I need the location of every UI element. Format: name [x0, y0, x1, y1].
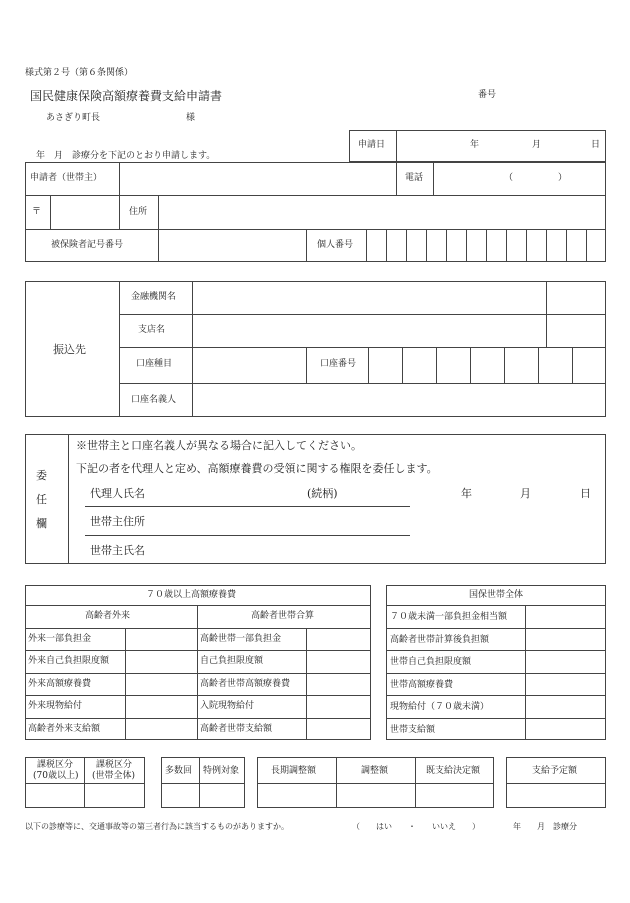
agent-name-label: 代理人氏名 [90, 487, 145, 500]
personal-number-digit[interactable] [567, 230, 585, 261]
personal-number-digit[interactable] [387, 230, 405, 261]
account-type-field[interactable] [193, 348, 305, 382]
over70-col1-label: 外来現物給付 [28, 701, 83, 712]
delegation-year[interactable]: 年 [461, 487, 472, 500]
householder-name-label: 世帯主氏名 [90, 544, 145, 557]
bank-section-label: 振込先 [53, 343, 86, 356]
delegation-day[interactable]: 日 [580, 487, 591, 500]
postal-mark: 〒 [32, 207, 42, 217]
householder-address-label: 世帯主住所 [90, 515, 145, 528]
phone-label: 電話 [405, 173, 424, 183]
delegation-month[interactable]: 月 [520, 487, 531, 500]
treatment-period: 年 月 診療分 [513, 822, 577, 831]
over70-col2-value[interactable] [307, 629, 370, 649]
over70-col2-header: 高齢者世帯合算 [251, 611, 315, 621]
third-party-question: 以下の診療等に、交通事故等の第三者行為に該当するものがありますか。 [25, 822, 289, 831]
long-term-adjust-field[interactable] [258, 784, 335, 807]
household-title: 国保世帯全体 [469, 590, 524, 600]
account-number-digit[interactable] [505, 348, 537, 382]
householder-address-line[interactable] [85, 535, 410, 536]
household-row-value[interactable] [526, 674, 605, 695]
institution-field[interactable] [193, 282, 545, 313]
account-number-digit[interactable] [539, 348, 571, 382]
account-number-digit[interactable] [437, 348, 469, 382]
third-party-choice[interactable]: （ はい ・ いいえ ） [352, 822, 480, 831]
over70-col2-value[interactable] [307, 651, 370, 671]
tax-over70-field[interactable] [26, 784, 83, 807]
household-row-label: 現物給付（７０歳未満） [390, 702, 490, 712]
special-case-field[interactable] [200, 784, 244, 807]
personal-number-digit[interactable] [507, 230, 525, 261]
personal-number-digit[interactable] [587, 230, 605, 261]
address-label: 住所 [129, 207, 148, 217]
adjustment-label: 調整額 [361, 766, 389, 776]
household-row-value[interactable] [526, 606, 605, 627]
branch-field[interactable] [193, 315, 545, 346]
long-term-adjust-label: 長期調整額 [271, 766, 317, 776]
account-number-label: 口座番号 [320, 359, 357, 369]
account-type-label: 口座種目 [136, 359, 173, 369]
form-number: 様式第２号（第６条関係） [25, 68, 134, 78]
over70-col1-header: 高齢者外来 [85, 611, 131, 621]
over70-col2-label: 自己負担限度額 [200, 656, 264, 667]
over70-col1-label: 高齢者外来支給額 [28, 723, 101, 734]
delegation-note: ※世帯主と口座名義人が異なる場合に記入してください。 [76, 439, 362, 452]
applicant-name-field[interactable] [120, 163, 395, 194]
over70-col2-value[interactable] [307, 719, 370, 739]
application-date-label: 申請日 [358, 140, 386, 150]
over70-col1-label: 外来高額療養費 [28, 678, 92, 689]
account-holder-label: 口座名義人 [131, 395, 177, 405]
over70-col2-label: 高齢世帯一部負担金 [200, 634, 282, 644]
personal-number-label: 個人番号 [317, 240, 354, 250]
multiple-times-label: 多数回 [165, 766, 193, 776]
multiple-times-field[interactable] [162, 784, 198, 807]
personal-number-digit[interactable] [487, 230, 505, 261]
insured-number-field[interactable] [159, 230, 305, 261]
account-number-digit[interactable] [471, 348, 503, 382]
personal-number-digit[interactable] [367, 230, 385, 261]
branch-label: 支店名 [138, 325, 166, 335]
phone-field[interactable]: （ ） [504, 173, 568, 183]
over70-col1-value[interactable] [126, 719, 196, 739]
household-row-label: 高齢者世帯計算後負担額 [390, 634, 490, 645]
institution-label: 金融機関名 [131, 292, 177, 302]
delegation-side-label-3: 欄 [36, 517, 47, 530]
postal-code-field[interactable] [51, 196, 118, 228]
household-row-label: ７０歳未満一部負担金相当額 [390, 612, 508, 622]
delegation-side-label-2: 任 [36, 493, 47, 506]
account-number-digit[interactable] [573, 348, 605, 382]
over70-col1-value[interactable] [126, 629, 196, 649]
relationship-label: (続柄) [307, 487, 338, 500]
decided-amount-field[interactable] [416, 784, 493, 807]
personal-number-digit[interactable] [467, 230, 485, 261]
decided-amount-label: 既支給決定額 [426, 766, 481, 776]
application-month[interactable]: 月 [532, 140, 542, 150]
personal-number-digit[interactable] [447, 230, 465, 261]
addressee: あさぎり町長 [46, 113, 101, 123]
over70-col2-value[interactable] [307, 696, 370, 716]
tax-all-field[interactable] [85, 784, 144, 807]
scheduled-amount-field[interactable] [507, 784, 605, 807]
personal-number-digit[interactable] [407, 230, 425, 261]
household-row-value[interactable] [526, 696, 605, 717]
over70-col2-value[interactable] [307, 674, 370, 694]
household-row-label: 世帯高額療養費 [390, 679, 454, 690]
personal-number-digit[interactable] [427, 230, 445, 261]
personal-number-digit[interactable] [547, 230, 565, 261]
over70-col1-value[interactable] [126, 696, 196, 716]
over70-col1-value[interactable] [126, 651, 196, 671]
delegation-side-label-1: 委 [36, 469, 47, 482]
household-row-value[interactable] [526, 651, 605, 672]
agent-name-line[interactable] [85, 506, 410, 507]
applicant-label: 申請者（世帯主） [30, 173, 103, 183]
number-label: 番号 [478, 90, 497, 100]
insured-number-label: 被保険者記号番号 [51, 240, 124, 250]
account-number-digit[interactable] [369, 348, 401, 382]
household-row-value[interactable] [526, 629, 605, 650]
scheduled-amount-label: 支給予定額 [532, 766, 578, 776]
household-row-value[interactable] [526, 719, 605, 740]
special-case-label: 特例対象 [203, 766, 240, 776]
application-year[interactable]: 年 [470, 140, 480, 150]
personal-number-digit[interactable] [527, 230, 545, 261]
tax-all-label-1: 課税区分 [96, 760, 133, 770]
adjustment-field[interactable] [337, 784, 414, 807]
form-title: 国民健康保険高額療養費支給申請書 [30, 89, 223, 103]
delegation-statement: 下記の者を代理人と定め、高額療養費の受領に関する権限を委任します。 [76, 462, 438, 475]
over70-col2-label: 高齢者世帯支給額 [200, 723, 273, 734]
account-holder-field[interactable] [193, 384, 605, 416]
application-statement: 年 月 診療分を下記のとおり申請します。 [36, 151, 216, 161]
application-day[interactable]: 日 [591, 140, 601, 150]
honorific: 様 [186, 113, 196, 123]
tax-all-label-2: (世帯全体) [92, 771, 136, 781]
over70-col2-label: 高齢者世帯高額療養費 [200, 678, 291, 689]
tax-over70-label-2: (70歳以上) [33, 771, 79, 781]
household-row-label: 世帯支給額 [390, 724, 436, 735]
address-field[interactable] [159, 196, 605, 228]
over70-col1-value[interactable] [126, 674, 196, 694]
over70-col2-label: 入院現物給付 [200, 701, 255, 712]
household-row-label: 世帯自己負担限度額 [390, 657, 472, 667]
over70-title: ７０歳以上高額療養費 [146, 590, 237, 600]
over70-col1-label: 外来一部負担金 [28, 634, 92, 644]
tax-over70-label-1: 課税区分 [37, 760, 74, 770]
account-number-digit[interactable] [403, 348, 435, 382]
over70-col1-label: 外来自己負担限度額 [28, 656, 110, 667]
